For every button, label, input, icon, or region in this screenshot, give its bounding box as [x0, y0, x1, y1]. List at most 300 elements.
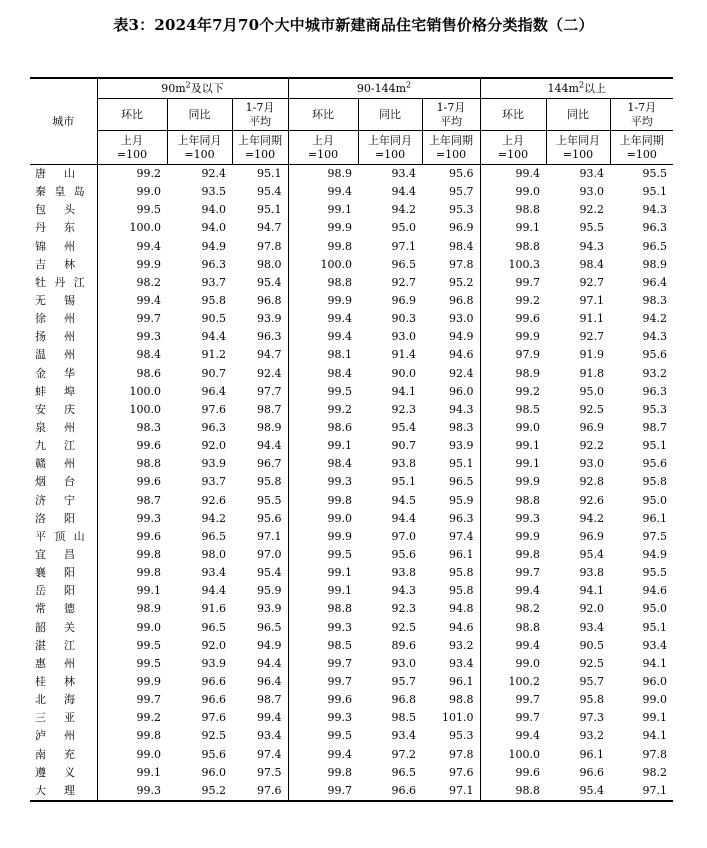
- index-value: 99.1: [480, 455, 546, 473]
- index-value: 95.1: [449, 457, 474, 471]
- index-value: 99.3: [97, 782, 167, 801]
- index-value: 93.9: [257, 602, 282, 616]
- index-value: 97.9: [480, 346, 546, 364]
- index-value: 99.9: [288, 292, 358, 310]
- index-value: 95.9: [257, 584, 282, 598]
- table-row: [30, 492, 673, 510]
- index-value: 96.5: [201, 620, 226, 634]
- index-value: 99.6: [97, 437, 167, 455]
- index-value: 99.6: [97, 528, 167, 546]
- index-value: 99.9: [288, 219, 358, 237]
- index-value: 99.2: [97, 709, 167, 727]
- table-row: [30, 383, 673, 401]
- index-value: 92.5: [391, 620, 417, 634]
- table-row: [30, 219, 673, 237]
- index-value: 94.1: [642, 729, 668, 743]
- table-row: [30, 365, 673, 383]
- index-value: 91.6: [201, 602, 226, 616]
- index-value: 95.6: [201, 747, 226, 761]
- index-value: 96.3: [201, 421, 226, 435]
- index-value: 93.0: [391, 330, 417, 344]
- sub-header-0-1: 同比: [167, 99, 232, 131]
- table-row: [30, 256, 673, 274]
- index-value: 99.9: [480, 473, 546, 491]
- index-value: 98.2: [642, 765, 668, 779]
- index-value: 99.1: [480, 437, 546, 455]
- index-value: 94.1: [391, 384, 417, 398]
- index-value: 96.8: [257, 294, 282, 308]
- city-name: 徐 州: [35, 312, 75, 326]
- table-body: [30, 165, 673, 801]
- sub-header-0-2: 1-7月 平均: [232, 99, 288, 131]
- index-value: 94.3: [391, 584, 417, 598]
- table-header: [30, 78, 673, 165]
- index-value: 92.8: [579, 475, 605, 489]
- index-value: 99.0: [480, 655, 546, 673]
- index-value: 99.1: [480, 219, 546, 237]
- index-value: 92.4: [257, 366, 282, 380]
- index-value: 95.9: [449, 493, 474, 507]
- index-value: 95.1: [257, 167, 282, 181]
- index-value: 95.4: [257, 566, 282, 580]
- index-value: 98.9: [257, 421, 282, 435]
- city-name: 泉 州: [35, 421, 75, 435]
- index-value: 93.4: [391, 167, 417, 181]
- index-value: 99.8: [97, 546, 167, 564]
- index-value: 93.4: [579, 167, 605, 181]
- index-value: 97.6: [449, 765, 474, 779]
- index-value: 98.0: [201, 548, 226, 562]
- index-value: 98.9: [288, 165, 358, 184]
- index-value: 96.5: [449, 475, 474, 489]
- index-value: 99.3: [288, 709, 358, 727]
- index-value: 96.9: [579, 421, 605, 435]
- city-name: 牡 丹 江: [35, 275, 85, 289]
- index-value: 96.8: [449, 294, 474, 308]
- page-title: 表3：2024年7月70个大中城市新建商品住宅销售价格分类指数（二）: [113, 16, 594, 34]
- index-value: 97.7: [257, 384, 282, 398]
- index-value: 94.1: [642, 656, 668, 670]
- index-value: 97.1: [391, 239, 417, 253]
- index-value: 99.4: [480, 165, 546, 184]
- index-value: 98.8: [288, 600, 358, 618]
- index-value: 99.8: [288, 492, 358, 510]
- index-value: 99.6: [97, 473, 167, 491]
- index-value: 96.5: [391, 257, 417, 271]
- index-value: 93.9: [257, 312, 282, 326]
- index-value: 99.5: [97, 637, 167, 655]
- table-row: [30, 510, 673, 528]
- index-value: 94.9: [449, 330, 474, 344]
- table-row: [30, 564, 673, 582]
- index-value: 93.0: [579, 457, 605, 471]
- index-value: 95.2: [449, 275, 474, 289]
- index-value: 99.8: [97, 727, 167, 745]
- index-value: 97.1: [422, 782, 480, 801]
- index-value: 99.0: [97, 619, 167, 637]
- index-value: 94.0: [201, 203, 226, 217]
- index-value: 95.5: [579, 221, 605, 235]
- city-name: 唐 山: [35, 167, 75, 181]
- index-value: 92.6: [579, 493, 605, 507]
- index-value: 92.4: [201, 167, 226, 181]
- index-value: 98.3: [449, 421, 474, 435]
- index-value: 93.9: [201, 457, 226, 471]
- index-value: 95.3: [642, 402, 668, 416]
- index-value: 97.5: [642, 529, 668, 543]
- index-value: 99.4: [288, 746, 358, 764]
- table-row: [30, 600, 673, 618]
- table-row: [30, 401, 673, 419]
- index-value: 95.1: [642, 620, 668, 634]
- city-name: 锦 州: [35, 239, 75, 253]
- index-value: 95.1: [391, 475, 417, 489]
- index-value: 99.4: [288, 328, 358, 346]
- index-value: 99.1: [97, 764, 167, 782]
- sub-header-1-1: 同比: [358, 99, 422, 131]
- index-value: 97.6: [201, 402, 226, 416]
- index-value: 93.7: [201, 275, 226, 289]
- index-value: 92.2: [579, 439, 605, 453]
- index-value: 99.1: [642, 711, 668, 725]
- index-value: 95.3: [449, 203, 474, 217]
- index-value: 100.0: [97, 219, 167, 237]
- index-value: 93.0: [579, 185, 605, 199]
- index-value: 91.1: [579, 312, 605, 326]
- index-value: 99.4: [97, 292, 167, 310]
- index-value: 98.9: [480, 365, 546, 383]
- index-value: 99.2: [97, 165, 167, 184]
- index-value: 90.0: [391, 366, 417, 380]
- index-value: 96.1: [449, 548, 474, 562]
- base-header-2-1: 上年同月 =100: [546, 131, 610, 165]
- index-value: 97.8: [449, 257, 474, 271]
- city-name: 大 理: [30, 782, 97, 801]
- base-header-1-1: 上年同月 =100: [358, 131, 422, 165]
- index-value: 97.6: [232, 782, 288, 801]
- index-value: 96.0: [449, 384, 474, 398]
- index-value: 98.6: [288, 419, 358, 437]
- index-value: 94.4: [391, 185, 417, 199]
- index-value: 94.6: [449, 348, 474, 362]
- index-value: 98.4: [579, 257, 605, 271]
- index-value: 100.0: [97, 383, 167, 401]
- index-value: 98.4: [288, 455, 358, 473]
- table-row: [30, 709, 673, 727]
- city-name: 三 亚: [35, 711, 75, 725]
- index-value: 98.7: [257, 693, 282, 707]
- index-value: 94.7: [257, 221, 282, 235]
- index-value: 93.4: [579, 620, 605, 634]
- index-value: 99.6: [288, 691, 358, 709]
- index-value: 94.4: [201, 584, 226, 598]
- index-value: 99.2: [288, 401, 358, 419]
- group-header-1: $90-144m^2$: [288, 78, 480, 99]
- index-value: 93.2: [642, 366, 668, 380]
- sub-header-1-0: 环比: [288, 99, 358, 131]
- index-value: 91.8: [579, 366, 605, 380]
- index-value: 96.3: [257, 330, 282, 344]
- index-value: 98.8: [480, 492, 546, 510]
- index-value: 96.9: [391, 294, 417, 308]
- index-value: 95.6: [642, 457, 668, 471]
- index-value: 93.5: [201, 185, 226, 199]
- index-value: 96.8: [391, 693, 417, 707]
- table-row: [30, 292, 673, 310]
- index-value: 92.2: [579, 203, 605, 217]
- index-value: 98.3: [97, 419, 167, 437]
- index-value: 97.8: [257, 239, 282, 253]
- index-value: 99.5: [288, 727, 358, 745]
- index-value: 99.0: [480, 419, 546, 437]
- index-value: 95.8: [449, 584, 474, 598]
- index-value: 97.4: [257, 747, 282, 761]
- index-value: 99.7: [480, 564, 546, 582]
- index-value: 92.3: [391, 602, 417, 616]
- index-value: 90.7: [201, 366, 226, 380]
- index-value: 92.5: [201, 729, 226, 743]
- index-value: 99.3: [480, 510, 546, 528]
- city-name: 南 充: [35, 747, 75, 761]
- city-name: 金 华: [35, 366, 75, 380]
- index-value: 97.4: [449, 529, 474, 543]
- index-value: 92.3: [391, 402, 417, 416]
- city-name: 宜 昌: [35, 548, 75, 562]
- index-value: 97.0: [391, 529, 417, 543]
- index-value: 99.8: [480, 546, 546, 564]
- sub-header-1-2: 1-7月 平均: [422, 99, 480, 131]
- index-value: 94.2: [201, 511, 226, 525]
- index-value: 99.4: [480, 727, 546, 745]
- index-value: 96.5: [257, 620, 282, 634]
- index-value: 98.5: [288, 637, 358, 655]
- index-value: 99.8: [288, 238, 358, 256]
- city-name: 扬 州: [35, 330, 75, 344]
- index-value: 99.7: [480, 274, 546, 292]
- index-value: 99.1: [288, 582, 358, 600]
- group-header-2: $144m^2$以上: [480, 78, 673, 99]
- index-value: 99.0: [480, 183, 546, 201]
- index-value: 98.3: [642, 294, 668, 308]
- index-value: 94.2: [579, 511, 605, 525]
- index-value: 99.4: [97, 238, 167, 256]
- table-row: [30, 582, 673, 600]
- index-value: 99.9: [288, 528, 358, 546]
- index-value: 95.5: [642, 167, 668, 181]
- index-value: 93.8: [579, 566, 605, 580]
- index-value: 93.9: [449, 439, 474, 453]
- index-value: 95.5: [642, 566, 668, 580]
- index-value: 99.9: [480, 328, 546, 346]
- index-value: 98.8: [480, 782, 546, 801]
- index-value: 94.4: [201, 330, 226, 344]
- table-row: [30, 437, 673, 455]
- index-value: 95.0: [642, 493, 668, 507]
- index-value: 95.1: [642, 185, 668, 199]
- index-value: 95.4: [546, 782, 610, 801]
- index-value: 96.4: [257, 675, 282, 688]
- index-value: 98.8: [288, 274, 358, 292]
- index-value: 98.4: [97, 346, 167, 364]
- index-value: 96.9: [579, 529, 605, 543]
- index-value: 95.8: [579, 693, 605, 707]
- city-name: 遵 义: [35, 765, 75, 779]
- index-value: 98.9: [642, 257, 668, 271]
- city-name: 泸 州: [35, 729, 75, 743]
- index-value: 99.8: [288, 764, 358, 782]
- index-value: 99.7: [97, 310, 167, 328]
- index-value: 99.6: [480, 310, 546, 328]
- index-value: 99.8: [97, 564, 167, 582]
- index-value: 94.9: [201, 239, 226, 253]
- index-value: 93.2: [449, 638, 474, 652]
- index-value: 99.7: [480, 691, 546, 709]
- index-value: 92.7: [579, 275, 605, 289]
- city-name: 温 州: [35, 348, 75, 362]
- index-value: 99.5: [97, 201, 167, 219]
- table-row: [30, 183, 673, 201]
- index-value: 94.3: [579, 239, 605, 253]
- index-value: 92.0: [201, 439, 226, 453]
- city-name: 桂 林: [35, 675, 75, 688]
- table-row: [30, 419, 673, 437]
- index-value: 99.4: [288, 310, 358, 328]
- index-value: 96.9: [449, 221, 474, 235]
- city-name: 平 顶 山: [35, 529, 85, 543]
- index-value: 97.5: [257, 765, 282, 779]
- price-index-table: [30, 77, 673, 802]
- index-value: 99.7: [97, 691, 167, 709]
- index-value: 94.9: [642, 548, 668, 562]
- city-name: 蚌 埠: [35, 384, 75, 398]
- index-value: 94.0: [201, 221, 226, 235]
- base-header-2-0: 上月 =100: [480, 131, 546, 165]
- index-value: 97.1: [579, 294, 605, 308]
- city-name: 安 庆: [35, 402, 75, 416]
- index-value: 96.1: [449, 675, 474, 688]
- index-value: 99.7: [288, 655, 358, 673]
- table-row: [30, 637, 673, 655]
- table-row: [30, 165, 673, 184]
- table-row: [30, 746, 673, 764]
- index-value: 95.2: [167, 782, 232, 801]
- index-value: 95.7: [449, 185, 474, 199]
- index-value: 99.6: [480, 764, 546, 782]
- table-row: [30, 473, 673, 491]
- table-row: [30, 655, 673, 673]
- city-name: 湛 江: [35, 638, 75, 652]
- base-header-0-1: 上年同月 =100: [167, 131, 232, 165]
- index-value: 99.0: [97, 183, 167, 201]
- city-name: 九 江: [35, 439, 75, 453]
- index-value: 98.1: [288, 346, 358, 364]
- index-value: 92.0: [201, 638, 226, 652]
- index-value: 99.1: [97, 582, 167, 600]
- index-value: 94.5: [391, 493, 417, 507]
- index-value: 96.5: [391, 765, 417, 779]
- city-name: 无 锡: [35, 294, 75, 308]
- index-value: 99.2: [480, 383, 546, 401]
- index-value: 97.8: [449, 747, 474, 761]
- index-value: 96.4: [642, 275, 668, 289]
- index-value: 95.8: [642, 475, 668, 489]
- index-value: 94.8: [449, 602, 474, 616]
- index-value: 92.6: [201, 493, 226, 507]
- index-value: 96.6: [201, 675, 226, 688]
- index-value: 98.0: [257, 257, 282, 271]
- base-header-1-2: 上年同期 =100: [422, 131, 480, 165]
- index-value: 99.1: [288, 437, 358, 455]
- index-value: 90.5: [579, 638, 605, 652]
- table-row: [30, 528, 673, 546]
- index-value: 99.3: [288, 473, 358, 491]
- index-value: 95.8: [201, 294, 226, 308]
- index-value: 94.2: [391, 203, 417, 217]
- table-row: [30, 673, 673, 691]
- table-row: [30, 727, 673, 745]
- index-value: 98.5: [391, 711, 417, 725]
- index-value: 95.7: [391, 675, 417, 688]
- index-value: 95.8: [257, 475, 282, 489]
- city-name: 烟 台: [35, 475, 75, 489]
- index-value: 92.4: [449, 366, 474, 380]
- index-value: 99.4: [480, 582, 546, 600]
- index-value: 98.2: [97, 274, 167, 292]
- index-value: 93.4: [257, 729, 282, 743]
- index-value: 90.3: [391, 312, 417, 326]
- index-value: 99.3: [97, 510, 167, 528]
- index-value: 95.0: [391, 221, 417, 235]
- city-column-header: 城市: [30, 78, 97, 165]
- index-value: 97.8: [642, 747, 668, 761]
- index-value: 90.5: [201, 312, 226, 326]
- index-value: 95.4: [391, 421, 417, 435]
- index-value: 99.0: [288, 510, 358, 528]
- index-value: 95.6: [642, 348, 668, 362]
- sub-header-2-1: 同比: [546, 99, 610, 131]
- index-value: 92.7: [391, 275, 417, 289]
- index-value: 95.1: [642, 439, 668, 453]
- table-row: [30, 238, 673, 256]
- index-value: 99.9: [480, 528, 546, 546]
- index-value: 91.9: [579, 348, 605, 362]
- index-value: 98.8: [449, 693, 474, 707]
- index-value: 98.2: [480, 600, 546, 618]
- index-value: 93.4: [391, 729, 417, 743]
- index-value: 96.6: [358, 782, 422, 801]
- city-name: 惠 州: [35, 656, 75, 670]
- index-value: 96.7: [257, 457, 282, 471]
- index-value: 93.8: [391, 566, 417, 580]
- table-row: [30, 310, 673, 328]
- index-value: 100.0: [288, 256, 358, 274]
- index-value: 93.0: [391, 656, 417, 670]
- index-value: 96.3: [449, 511, 474, 525]
- index-value: 98.7: [257, 402, 282, 416]
- index-value: 96.3: [642, 384, 668, 398]
- index-value: 99.1: [288, 201, 358, 219]
- index-value: 97.1: [257, 529, 282, 543]
- index-value: 98.8: [480, 201, 546, 219]
- city-name: 襄 阳: [35, 566, 75, 580]
- index-value: 94.3: [642, 330, 668, 344]
- index-value: 100.0: [97, 401, 167, 419]
- index-value: 95.7: [579, 675, 605, 688]
- index-value: 97.3: [579, 711, 605, 725]
- index-value: 91.4: [391, 348, 417, 362]
- index-value: 95.6: [391, 548, 417, 562]
- index-value: 96.1: [642, 511, 668, 525]
